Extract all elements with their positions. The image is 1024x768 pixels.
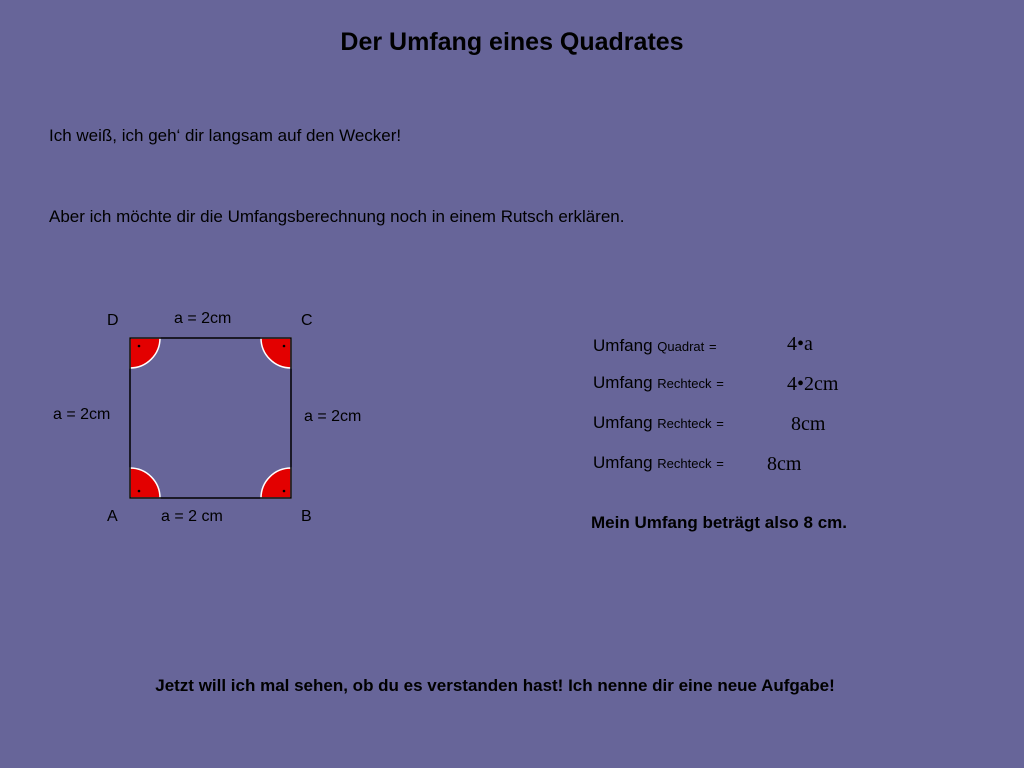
square-outline bbox=[130, 338, 291, 498]
formula-term: Umfang bbox=[593, 336, 653, 355]
result-statement: Mein Umfang beträgt also 8 cm. bbox=[591, 513, 847, 532]
formula-subscript: Rechteck bbox=[657, 416, 712, 431]
formula-term: Umfang bbox=[593, 453, 653, 472]
right-angle-mark-a bbox=[130, 468, 160, 498]
formula-label-4 bbox=[593, 453, 724, 473]
right-angle-mark-b bbox=[261, 468, 291, 498]
square-figure bbox=[120, 328, 300, 508]
formula-label-2 bbox=[593, 373, 724, 393]
corner-label-a: A bbox=[107, 508, 118, 525]
formula-label-1 bbox=[593, 336, 717, 356]
right-angle-mark-c bbox=[261, 338, 291, 368]
side-label-right: a = 2cm bbox=[304, 408, 362, 425]
formula-value-2: 4•2cm bbox=[787, 373, 839, 395]
formula-term: Umfang bbox=[593, 413, 653, 432]
formula-equals: = bbox=[708, 339, 717, 354]
formula-subscript: Quadrat bbox=[657, 339, 705, 354]
formula-value-3: 8cm bbox=[791, 413, 826, 435]
side-label-bottom: a = 2 cm bbox=[161, 508, 223, 525]
formula-term: Umfang bbox=[593, 373, 653, 392]
right-angle-mark-d bbox=[130, 338, 160, 368]
side-label-left: a = 2cm bbox=[53, 406, 111, 423]
intro-line-2: Aber ich möchte dir die Umfangsberechnung noch in einem Rutsch erklären. bbox=[49, 207, 625, 226]
corner-label-b: B bbox=[301, 508, 312, 525]
corner-label-c: C bbox=[301, 312, 313, 329]
formula-equals: = bbox=[716, 376, 724, 391]
side-label-top: a = 2cm bbox=[174, 310, 232, 327]
footer-prompt: Jetzt will ich mal sehen, ob du es verstanden hast! Ich nenne dir eine neue Aufgabe! bbox=[155, 676, 835, 695]
intro-line-1: Ich weiß, ich geh‘ dir langsam auf den Wecker! bbox=[49, 126, 402, 145]
formula-subscript: Rechteck bbox=[657, 376, 712, 391]
formula-equals: = bbox=[716, 416, 724, 431]
formula-subscript: Rechteck bbox=[657, 456, 712, 471]
corner-label-d: D bbox=[107, 312, 119, 329]
formula-equals: = bbox=[716, 456, 724, 471]
page-title: Der Umfang eines Quadrates bbox=[340, 28, 684, 56]
formula-label-3 bbox=[593, 413, 724, 433]
formula-value-1: 4•a bbox=[787, 333, 813, 355]
formula-value-4: 8cm bbox=[767, 453, 802, 475]
